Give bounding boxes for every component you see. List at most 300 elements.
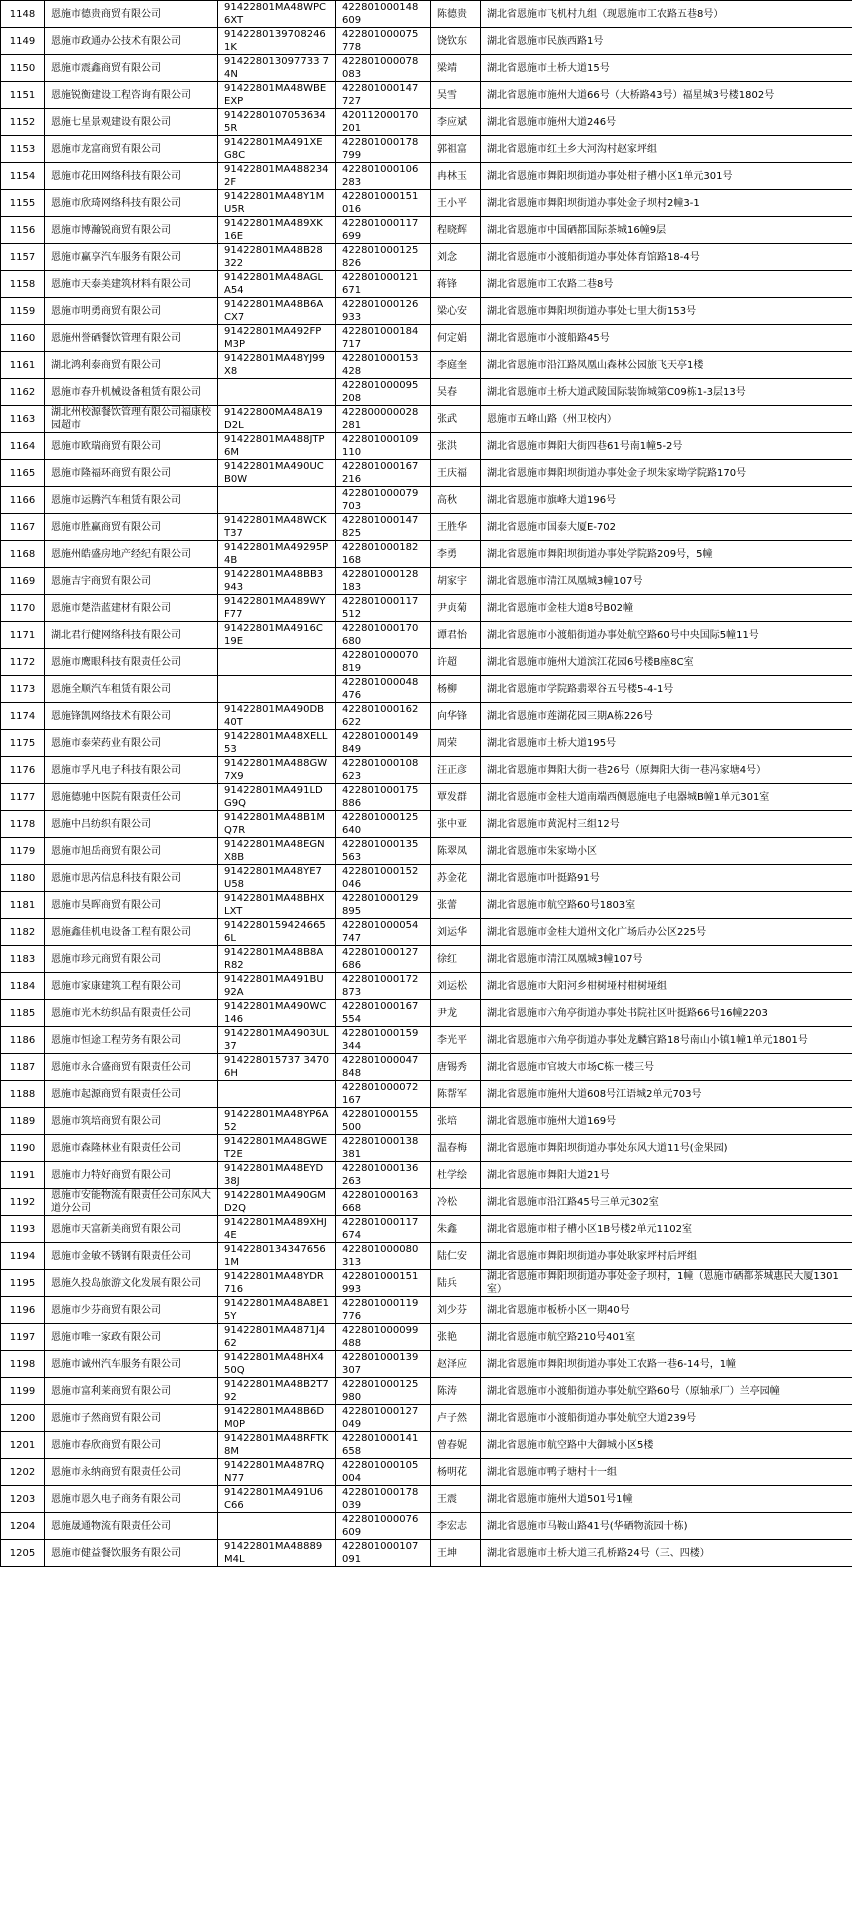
registration-number-cell: 422801000139307 (336, 1351, 431, 1378)
legal-person-cell: 张艳 (431, 1324, 481, 1351)
table-row (1, 1540, 852, 1567)
registration-number-cell: 422801000136263 (336, 1162, 431, 1189)
registration-number-cell: 422801000048476 (336, 676, 431, 703)
credit-code-cell (218, 676, 336, 703)
company-name-cell: 恩施中吕纺织有限公司 (45, 811, 218, 838)
company-name-cell: 恩施市花田网络科技有限公司 (45, 163, 218, 190)
registration-number-cell: 422801000108623 (336, 757, 431, 784)
credit-code-cell (218, 379, 336, 406)
company-name-cell: 恩施市昊晖商贸有限公司 (45, 892, 218, 919)
legal-person-cell: 冷松 (431, 1189, 481, 1216)
registration-number-cell: 422801000135563 (336, 838, 431, 865)
credit-code-cell: 91422801MA48B1MQ7R (218, 811, 336, 838)
company-name-cell: 恩施晟通物流有限责任公司 (45, 1513, 218, 1540)
address-cell: 湖北省恩施市土桥大道武陵国际装饰城第C09栋1-3层13号 (481, 379, 852, 406)
legal-person-cell: 张蕾 (431, 892, 481, 919)
address-cell: 湖北省恩施市小渡船街道办事处体育馆路18-4号 (481, 244, 852, 271)
company-name-cell: 恩施市光木纺织品有限责任公司 (45, 1000, 218, 1027)
row-number-cell: 1152 (1, 109, 45, 136)
company-name-cell: 恩施市思芮信息科技有限公司 (45, 865, 218, 892)
legal-person-cell: 李宏志 (431, 1513, 481, 1540)
row-number-cell: 1159 (1, 298, 45, 325)
credit-code-cell: 91422801594246656L (218, 919, 336, 946)
company-name-cell: 恩施市富利莱商贸有限公司 (45, 1378, 218, 1405)
legal-person-cell: 王震 (431, 1486, 481, 1513)
company-name-cell: 恩施市震鑫商贸有限公司 (45, 55, 218, 82)
address-cell: 湖北省恩施市清江凤凰城3幢107号 (481, 946, 852, 973)
address-cell: 湖北省恩施市施州大道501号1幢 (481, 1486, 852, 1513)
credit-code-cell: 91422801070536345R (218, 109, 336, 136)
registration-number-cell: 422801000147825 (336, 514, 431, 541)
table-row (1, 244, 852, 271)
legal-person-cell: 张培 (431, 1108, 481, 1135)
company-name-cell: 湖北君行健网络科技有限公司 (45, 622, 218, 649)
table-row (1, 163, 852, 190)
legal-person-cell: 梁靖 (431, 55, 481, 82)
legal-person-cell: 温春梅 (431, 1135, 481, 1162)
registration-number-cell: 422801000079703 (336, 487, 431, 514)
table-row (1, 568, 852, 595)
credit-code-cell: 91422801MA4903UL37 (218, 1027, 336, 1054)
row-number-cell: 1183 (1, 946, 45, 973)
company-name-cell: 恩施久投岛旅游文化发展有限公司 (45, 1270, 218, 1297)
registration-number-cell: 422801000162622 (336, 703, 431, 730)
company-name-cell: 恩施市森隆林业有限责任公司 (45, 1135, 218, 1162)
company-name-cell: 恩施市胜赢商贸有限公司 (45, 514, 218, 541)
address-cell: 湖北省恩施市六角亭街道办事处龙麟宫路18号南山小镇1幢1单元1801号 (481, 1027, 852, 1054)
address-cell: 湖北省恩施市施州大道66号（大桥路43号）福星城3号楼1802号 (481, 82, 852, 109)
table-row (1, 1, 852, 28)
table-row (1, 28, 852, 55)
table-row (1, 595, 852, 622)
legal-person-cell: 刘运华 (431, 919, 481, 946)
table-row (1, 190, 852, 217)
row-number-cell: 1184 (1, 973, 45, 1000)
registration-number-cell: 422801000095208 (336, 379, 431, 406)
row-number-cell: 1167 (1, 514, 45, 541)
registration-number-cell: 422801000076609 (336, 1513, 431, 1540)
legal-person-cell: 陆仁安 (431, 1243, 481, 1270)
address-cell: 湖北省恩施市舞阳坝街道办事处金子坝村2幢3-1 (481, 190, 852, 217)
registration-number-cell: 422801000170680 (336, 622, 431, 649)
company-name-cell: 恩施市天泰美建筑材料有限公司 (45, 271, 218, 298)
table-row (1, 676, 852, 703)
company-name-cell: 恩施市子然商贸有限公司 (45, 1405, 218, 1432)
credit-code-cell: 91422801MA487RQN77 (218, 1459, 336, 1486)
address-cell: 湖北省恩施市柑子槽小区1B号楼2单元1102室 (481, 1216, 852, 1243)
company-name-cell: 恩施市安能物流有限责任公司东风大道分公司 (45, 1189, 218, 1216)
table-row (1, 1108, 852, 1135)
company-name-cell: 恩施市唯一家政有限公司 (45, 1324, 218, 1351)
address-cell: 湖北省恩施市舞阳坝街道办事处金子坝朱家坳学院路170号 (481, 460, 852, 487)
registration-number-cell: 422801000153428 (336, 352, 431, 379)
address-cell: 湖北省恩施市小渡船路45号 (481, 325, 852, 352)
legal-person-cell: 何定娟 (431, 325, 481, 352)
registration-number-cell: 422801000117512 (336, 595, 431, 622)
registry-table-body (1, 1, 852, 1567)
registration-number-cell: 422801000172873 (336, 973, 431, 1000)
registration-number-cell: 422801000151993 (336, 1270, 431, 1297)
row-number-cell: 1154 (1, 163, 45, 190)
address-cell: 湖北省恩施市金桂大道南端西侧恩施电子电器城B幢1单元301室 (481, 784, 852, 811)
address-cell: 湖北省恩施市施州大道滨江花园6号楼B座8C室 (481, 649, 852, 676)
table-row (1, 1270, 852, 1297)
row-number-cell: 1157 (1, 244, 45, 271)
legal-person-cell: 陆兵 (431, 1270, 481, 1297)
row-number-cell: 1170 (1, 595, 45, 622)
row-number-cell: 1196 (1, 1297, 45, 1324)
company-name-cell: 恩施市欧瑞商贸有限公司 (45, 433, 218, 460)
company-name-cell: 恩施市博瀚锐商贸有限公司 (45, 217, 218, 244)
address-cell: 湖北省恩施市清江凤凰城3幢107号 (481, 568, 852, 595)
company-name-cell: 恩施市筑培商贸有限公司 (45, 1108, 218, 1135)
legal-person-cell: 吴春 (431, 379, 481, 406)
table-row (1, 757, 852, 784)
address-cell: 湖北省恩施市鸭子塘村十一组 (481, 1459, 852, 1486)
table-row (1, 1378, 852, 1405)
legal-person-cell: 张中亚 (431, 811, 481, 838)
address-cell: 湖北省恩施市舞阳坝街道办事处工农路一巷6-14号，1幢 (481, 1351, 852, 1378)
credit-code-cell: 91422801MA4916C19E (218, 622, 336, 649)
legal-person-cell: 陈翠凤 (431, 838, 481, 865)
credit-code-cell: 91422801MA48YDR716 (218, 1270, 336, 1297)
company-name-cell: 恩施市恒途工程劳务有限公司 (45, 1027, 218, 1054)
row-number-cell: 1169 (1, 568, 45, 595)
address-cell: 湖北省恩施市施州大道246号 (481, 109, 852, 136)
registration-number-cell: 422800000028281 (336, 406, 431, 433)
company-name-cell: 恩施锐衡建设工程咨询有限公司 (45, 82, 218, 109)
address-cell: 湖北省恩施市施州大道608号江语城2单元703号 (481, 1081, 852, 1108)
table-row (1, 919, 852, 946)
company-name-cell: 恩施锋凯网络技术有限公司 (45, 703, 218, 730)
legal-person-cell: 杨柳 (431, 676, 481, 703)
registration-number-cell: 422801000184717 (336, 325, 431, 352)
registration-number-cell: 422801000159344 (336, 1027, 431, 1054)
legal-person-cell: 李勇 (431, 541, 481, 568)
credit-code-cell: 91422801MA48WPC6XT (218, 1, 336, 28)
registration-number-cell: 422801000125640 (336, 811, 431, 838)
address-cell: 湖北省恩施市土桥大道三孔桥路24号（三、四楼） (481, 1540, 852, 1567)
registration-number-cell: 422801000072167 (336, 1081, 431, 1108)
row-number-cell: 1166 (1, 487, 45, 514)
company-name-cell: 恩施州誉硒餐饮管理有限公司 (45, 325, 218, 352)
table-row (1, 1216, 852, 1243)
credit-code-cell: 91422801MA48Y1MU5R (218, 190, 336, 217)
legal-person-cell: 王坤 (431, 1540, 481, 1567)
address-cell: 湖北省恩施市舞阳坝街道办事处耿家坪村后坪组 (481, 1243, 852, 1270)
credit-code-cell: 91422801MA48B6DM0P (218, 1405, 336, 1432)
registration-number-cell: 422801000152046 (336, 865, 431, 892)
legal-person-cell: 周荣 (431, 730, 481, 757)
registration-number-cell: 422801000149849 (336, 730, 431, 757)
legal-person-cell: 苏金花 (431, 865, 481, 892)
registration-number-cell: 422801000047848 (336, 1054, 431, 1081)
address-cell: 湖北省恩施市沿江路45号三单元302室 (481, 1189, 852, 1216)
table-row (1, 1027, 852, 1054)
address-cell: 湖北省恩施市大阳河乡柑树垭村柑树垭组 (481, 973, 852, 1000)
credit-code-cell: 91422801MA490GMD2Q (218, 1189, 336, 1216)
table-row (1, 838, 852, 865)
credit-code-cell: 91422801MA491U6C66 (218, 1486, 336, 1513)
row-number-cell: 1160 (1, 325, 45, 352)
registration-number-cell: 422801000178799 (336, 136, 431, 163)
address-cell: 湖北省恩施市舞阳大道21号 (481, 1162, 852, 1189)
table-row (1, 649, 852, 676)
row-number-cell: 1165 (1, 460, 45, 487)
row-number-cell: 1181 (1, 892, 45, 919)
row-number-cell: 1149 (1, 28, 45, 55)
row-number-cell: 1155 (1, 190, 45, 217)
address-cell: 湖北省恩施市飞机村九组（现恩施市工农路五巷8号） (481, 1, 852, 28)
company-name-cell: 恩施市旭岳商贸有限公司 (45, 838, 218, 865)
row-number-cell: 1153 (1, 136, 45, 163)
legal-person-cell: 刘少芬 (431, 1297, 481, 1324)
address-cell: 湖北省恩施市舞阳坝街道办事处七里大街153号 (481, 298, 852, 325)
credit-code-cell: 91422801MA48BHXLXT (218, 892, 336, 919)
row-number-cell: 1148 (1, 1, 45, 28)
registration-number-cell: 422801000117699 (336, 217, 431, 244)
row-number-cell: 1150 (1, 55, 45, 82)
company-name-cell: 恩施市欣琦网络科技有限公司 (45, 190, 218, 217)
address-cell: 湖北省恩施市航空路60号1803室 (481, 892, 852, 919)
legal-person-cell: 覃发群 (431, 784, 481, 811)
row-number-cell: 1161 (1, 352, 45, 379)
company-name-cell: 恩施市健益餐饮服务有限公司 (45, 1540, 218, 1567)
address-cell: 湖北省恩施市学院路翡翠谷五号楼5-4-1号 (481, 676, 852, 703)
credit-code-cell: 9142280134347656 1M (218, 1243, 336, 1270)
table-row (1, 460, 852, 487)
address-cell: 湖北省恩施市朱家坳小区 (481, 838, 852, 865)
address-cell: 湖北省恩施市航空路中大御城小区5楼 (481, 1432, 852, 1459)
company-name-cell: 恩施市少芬商贸有限公司 (45, 1297, 218, 1324)
credit-code-cell: 91422801MA49295P4B (218, 541, 336, 568)
legal-person-cell: 王胜华 (431, 514, 481, 541)
address-cell: 湖北省恩施市民族西路1号 (481, 28, 852, 55)
credit-code-cell: 91422801MA48WCKT37 (218, 514, 336, 541)
registration-number-cell: 422801000167216 (336, 460, 431, 487)
registration-number-cell: 422801000127686 (336, 946, 431, 973)
table-row (1, 1459, 852, 1486)
registration-number-cell: 422801000182168 (336, 541, 431, 568)
row-number-cell: 1179 (1, 838, 45, 865)
legal-person-cell: 王小平 (431, 190, 481, 217)
row-number-cell: 1177 (1, 784, 45, 811)
registration-number-cell: 422801000175886 (336, 784, 431, 811)
table-row (1, 1081, 852, 1108)
registration-number-cell: 422801000125980 (336, 1378, 431, 1405)
row-number-cell: 1176 (1, 757, 45, 784)
legal-person-cell: 汪正彦 (431, 757, 481, 784)
company-name-cell: 恩施市永纳商贸有限责任公司 (45, 1459, 218, 1486)
registration-number-cell: 420112000170201 (336, 109, 431, 136)
row-number-cell: 1164 (1, 433, 45, 460)
credit-code-cell (218, 649, 336, 676)
table-row (1, 136, 852, 163)
address-cell: 湖北省恩施市金桂大道8号B02幢 (481, 595, 852, 622)
credit-code-cell: 914228013097733 74N (218, 55, 336, 82)
registration-number-cell: 422801000054747 (336, 919, 431, 946)
table-row (1, 1162, 852, 1189)
credit-code-cell: 9142280139708246 1K (218, 28, 336, 55)
table-row (1, 784, 852, 811)
company-name-cell: 恩施市泰荣药业有限公司 (45, 730, 218, 757)
credit-code-cell: 91422801MA489WYF77 (218, 595, 336, 622)
address-cell: 湖北省恩施市工农路二巷8号 (481, 271, 852, 298)
row-number-cell: 1158 (1, 271, 45, 298)
credit-code-cell: 91422801MA48WBEEXP (218, 82, 336, 109)
table-row (1, 1297, 852, 1324)
table-row (1, 730, 852, 757)
registration-number-cell: 422801000129895 (336, 892, 431, 919)
address-cell: 湖北省恩施市国泰大厦E-702 (481, 514, 852, 541)
registration-number-cell: 422801000167554 (336, 1000, 431, 1027)
legal-person-cell: 朱鑫 (431, 1216, 481, 1243)
legal-person-cell: 郭祖富 (431, 136, 481, 163)
row-number-cell: 1156 (1, 217, 45, 244)
legal-person-cell: 李光平 (431, 1027, 481, 1054)
legal-person-cell: 赵泽应 (431, 1351, 481, 1378)
legal-person-cell: 刘运松 (431, 973, 481, 1000)
credit-code-cell: 91422801MA48RFTK8M (218, 1432, 336, 1459)
address-cell: 湖北省恩施市红土乡大河沟村赵家坪组 (481, 136, 852, 163)
table-row (1, 298, 852, 325)
company-name-cell: 恩施德驰中医院有限责任公司 (45, 784, 218, 811)
table-row (1, 109, 852, 136)
row-number-cell: 1187 (1, 1054, 45, 1081)
company-name-cell: 恩施鑫佳机电设备工程有限公司 (45, 919, 218, 946)
row-number-cell: 1173 (1, 676, 45, 703)
row-number-cell: 1182 (1, 919, 45, 946)
company-name-cell: 恩施州皓盛房地产经纪有限公司 (45, 541, 218, 568)
registration-number-cell: 422801000121671 (336, 271, 431, 298)
row-number-cell: 1199 (1, 1378, 45, 1405)
company-name-cell: 恩施市明勇商贸有限公司 (45, 298, 218, 325)
credit-code-cell: 91422801MA48AGLA54 (218, 271, 336, 298)
row-number-cell: 1163 (1, 406, 45, 433)
credit-code-cell: 91422801MA491XEG8C (218, 136, 336, 163)
legal-person-cell: 吴雪 (431, 82, 481, 109)
row-number-cell: 1189 (1, 1108, 45, 1135)
row-number-cell: 1162 (1, 379, 45, 406)
table-row (1, 541, 852, 568)
address-cell: 湖北省恩施市土桥大道195号 (481, 730, 852, 757)
table-row (1, 352, 852, 379)
row-number-cell: 1168 (1, 541, 45, 568)
address-cell: 湖北省恩施市舞阳坝街道办事处柑子槽小区1单元301号 (481, 163, 852, 190)
row-number-cell: 1174 (1, 703, 45, 730)
company-name-cell: 恩施市力特好商贸有限公司 (45, 1162, 218, 1189)
table-row (1, 1432, 852, 1459)
registration-number-cell: 422801000128183 (336, 568, 431, 595)
company-name-cell: 恩施市德贵商贸有限公司 (45, 1, 218, 28)
address-cell: 湖北省恩施市舞阳大街一巷26号（原舞阳大街一巷冯家塘4号） (481, 757, 852, 784)
registration-number-cell: 422801000119776 (336, 1297, 431, 1324)
table-row (1, 82, 852, 109)
credit-code-cell (218, 1081, 336, 1108)
legal-person-cell: 尹龙 (431, 1000, 481, 1027)
row-number-cell: 1178 (1, 811, 45, 838)
credit-code-cell: 91422801MA489XK16E (218, 217, 336, 244)
table-row (1, 1243, 852, 1270)
table-row (1, 973, 852, 1000)
company-name-cell: 恩施市永合盛商贸有限责任公司 (45, 1054, 218, 1081)
credit-code-cell: 91422801MA488JTP6M (218, 433, 336, 460)
registration-number-cell: 422801000070819 (336, 649, 431, 676)
credit-code-cell (218, 1513, 336, 1540)
address-cell: 湖北省恩施市小渡船街道办事处航空路60号（原轴承厂）兰亭园幢 (481, 1378, 852, 1405)
legal-person-cell: 胡家宇 (431, 568, 481, 595)
legal-person-cell: 李应斌 (431, 109, 481, 136)
row-number-cell: 1195 (1, 1270, 45, 1297)
table-row (1, 1000, 852, 1027)
company-name-cell: 恩施七星景观建设有限公司 (45, 109, 218, 136)
legal-person-cell: 饶钦东 (431, 28, 481, 55)
row-number-cell: 1188 (1, 1081, 45, 1108)
credit-code-cell: 91422801MA4871J462 (218, 1324, 336, 1351)
row-number-cell: 1175 (1, 730, 45, 757)
credit-code-cell: 91422801MA48YP6A52 (218, 1108, 336, 1135)
address-cell: 湖北省恩施市舞阳坝街道办事处学院路209号，5幢 (481, 541, 852, 568)
address-cell: 湖北省恩施市金桂大道州文化广场后办公区225号 (481, 919, 852, 946)
row-number-cell: 1186 (1, 1027, 45, 1054)
address-cell: 湖北省恩施市土桥大道15号 (481, 55, 852, 82)
registration-number-cell: 422801000151016 (336, 190, 431, 217)
legal-person-cell: 程晓辉 (431, 217, 481, 244)
registration-number-cell: 422801000147727 (336, 82, 431, 109)
company-name-cell: 恩施全顺汽车租赁有限公司 (45, 676, 218, 703)
credit-code-cell: 91422801MA48GWET2E (218, 1135, 336, 1162)
company-name-cell: 恩施市隆福环商贸有限公司 (45, 460, 218, 487)
legal-person-cell: 许超 (431, 649, 481, 676)
legal-person-cell: 陈涛 (431, 1378, 481, 1405)
credit-code-cell: 91422801MA489XHJ4E (218, 1216, 336, 1243)
credit-code-cell: 91422801MA48B28322 (218, 244, 336, 271)
credit-code-cell: 91422801MA488GW7X9 (218, 757, 336, 784)
registration-number-cell: 422801000080313 (336, 1243, 431, 1270)
table-row (1, 217, 852, 244)
row-number-cell: 1198 (1, 1351, 45, 1378)
credit-code-cell: 91422801MA48889M4L (218, 1540, 336, 1567)
legal-person-cell: 蒋锋 (431, 271, 481, 298)
row-number-cell: 1192 (1, 1189, 45, 1216)
credit-code-cell: 91422801MA48BB3943 (218, 568, 336, 595)
legal-person-cell: 杨明花 (431, 1459, 481, 1486)
table-row (1, 1054, 852, 1081)
row-number-cell: 1197 (1, 1324, 45, 1351)
legal-person-cell: 向华锋 (431, 703, 481, 730)
registration-number-cell: 422801000105004 (336, 1459, 431, 1486)
row-number-cell: 1204 (1, 1513, 45, 1540)
credit-code-cell: 91422801MA492FPM3P (218, 325, 336, 352)
credit-code-cell: 91422801MA490WC146 (218, 1000, 336, 1027)
company-name-cell: 恩施市春升机械设备租赁有限公司 (45, 379, 218, 406)
registration-number-cell: 422801000109110 (336, 433, 431, 460)
address-cell: 湖北省恩施市舞阳坝街道办事处金子坝村，1幢（恩施市硒都茶城惠民大厦1301室） (481, 1270, 852, 1297)
address-cell: 湖北省恩施市舞阳坝街道办事处东风大道11号(金果园) (481, 1135, 852, 1162)
company-name-cell: 恩施市春欣商贸有限公司 (45, 1432, 218, 1459)
row-number-cell: 1171 (1, 622, 45, 649)
company-name-cell: 恩施市恩久电子商务有限公司 (45, 1486, 218, 1513)
address-cell: 湖北省恩施市施州大道169号 (481, 1108, 852, 1135)
legal-person-cell: 梁心安 (431, 298, 481, 325)
credit-code-cell: 91422801MA48B2T792 (218, 1378, 336, 1405)
company-name-cell: 恩施市家康建筑工程有限公司 (45, 973, 218, 1000)
registration-number-cell: 422801000075778 (336, 28, 431, 55)
row-number-cell: 1190 (1, 1135, 45, 1162)
row-number-cell: 1172 (1, 649, 45, 676)
registration-number-cell: 422801000125826 (336, 244, 431, 271)
legal-person-cell: 陈帮军 (431, 1081, 481, 1108)
